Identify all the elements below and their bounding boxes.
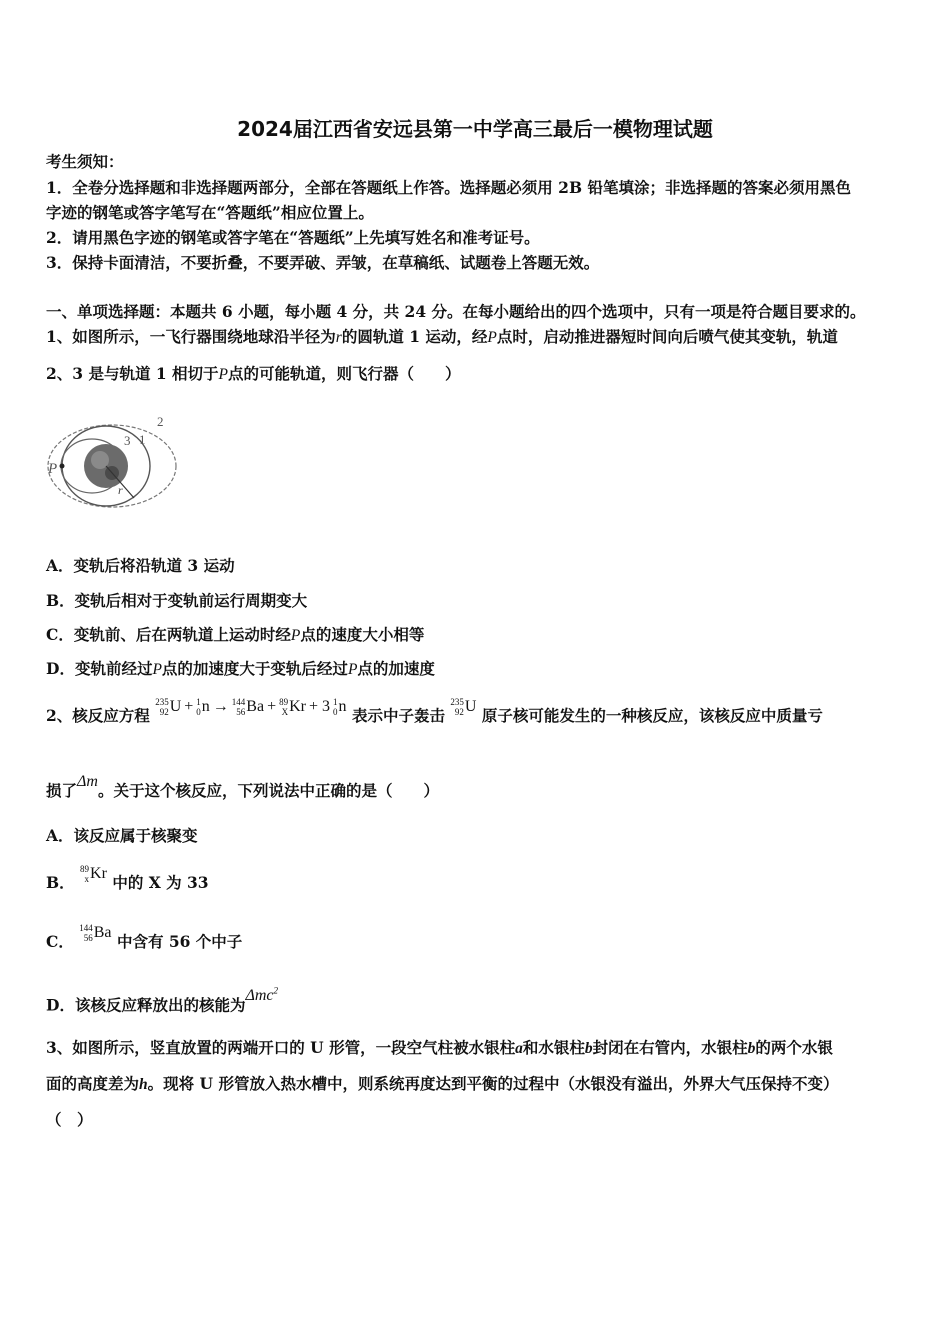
q1-text: 的圆轨道 1 运动，经 xyxy=(341,327,488,346)
q1-stem-line-2 xyxy=(46,364,461,385)
nuclide-ba144: 144 56 Ba xyxy=(231,697,265,717)
q2-option-b-label: B． xyxy=(46,873,75,892)
var-p: P xyxy=(218,366,229,383)
section-heading: 一、单项选择题：本题共 6 小题，每小题 4 分，共 24 分。在每小题给出的四个选项中，只有一项是符合题目要求的。 xyxy=(46,302,866,321)
var-b: b xyxy=(747,1040,756,1057)
label-p: P xyxy=(48,461,58,477)
notice-item-3: 3．保持卡面清洁，不要折叠，不要弄破、弄皱，在草稿纸、试题卷上答题无效。 xyxy=(46,253,600,272)
var-p: P xyxy=(347,661,358,678)
q2-text: 表示中子轰击 xyxy=(351,706,445,725)
energy-formula: Δmc$^2$ xyxy=(245,986,278,1005)
label-1: 1 xyxy=(139,432,146,447)
notice-item-1-line-1: 1．全卷分选择题和非选择题两部分，全部在答题纸上作答。选择题必须用 2B 铅笔填涂；非选择题的答案必须用黑色 xyxy=(46,178,851,197)
q2-option-b-text: 中的 X 为 33 xyxy=(112,873,209,892)
nuclide-neutron: 1 0 n xyxy=(196,697,210,717)
point-p xyxy=(60,464,65,469)
q3-text: 封闭在右管内，水银柱 xyxy=(592,1038,748,1057)
nuclide-kr89: 89 X Kr xyxy=(279,697,306,717)
q1-text: 点时，启动推进器短时间向后喷气使其变轨，轨道 xyxy=(496,327,838,346)
q2-text: 。关于这个核反应，下列说法中正确的是（ ） xyxy=(97,781,439,800)
q3-text: 3、如图所示，竖直放置的两端开口的 U 形管，一段空气柱被水银柱 xyxy=(46,1038,516,1057)
q1-option-c-text: 点的速度大小相等 xyxy=(300,625,425,644)
q2-option-d xyxy=(46,986,278,1016)
q2-stem-line-1 xyxy=(46,697,823,727)
label-2: 2 xyxy=(157,414,164,429)
nuclide-kr89: 89 x Kr xyxy=(80,864,107,884)
q2-text: 2、核反应方程 xyxy=(46,706,150,725)
nuclide-neutron: 1 0 n xyxy=(333,697,347,717)
var-a: a xyxy=(515,1040,523,1057)
q1-option-d-text: 点的加速度 xyxy=(357,659,435,678)
q2-option-c xyxy=(46,923,243,953)
q1-option-b: B．变轨后相对于变轨前运行周期变大 xyxy=(46,591,308,610)
q2-option-b xyxy=(46,864,209,894)
q3-text: 的两个水银 xyxy=(755,1038,833,1057)
notice-item-2: 2．请用黑色字迹的钢笔或答字笔在“答题纸”上先填写姓名和准考证号。 xyxy=(46,228,540,247)
q2-option-d-text: D．该核反应释放出的核能为 xyxy=(46,995,246,1015)
delta-m: Δm xyxy=(77,773,98,790)
q1-stem-line-1 xyxy=(46,327,838,348)
q1-option-d xyxy=(46,659,435,680)
q1-text: 1、如图所示，一飞行器围绕地球沿半径为 xyxy=(46,327,336,346)
page-title: 2024届江西省安远县第一中学高三最后一模物理试题 xyxy=(237,117,713,141)
q1-option-c-text: C．变轨前、后在两轨道上运动时经 xyxy=(46,625,291,644)
nuclide-u235: 235 92 U xyxy=(155,697,182,717)
var-b: b xyxy=(584,1040,593,1057)
var-h: h xyxy=(139,1076,148,1093)
q3-text: 和水银柱 xyxy=(522,1038,585,1057)
reaction-equation: 235 92 U + 1 0 n → 144 56 Ba + 89 X Kr + 3 1 0 n xyxy=(155,697,347,717)
nuclide-u235: 235 92 U xyxy=(450,697,477,717)
q2-option-c-label: C． xyxy=(46,932,74,951)
q1-option-d-text: D．变轨前经过 xyxy=(46,659,153,678)
label-r: r xyxy=(118,483,123,497)
label-3: 3 xyxy=(124,433,131,448)
q2-option-a: A．该反应属于核聚变 xyxy=(46,826,198,845)
orbit-figure xyxy=(46,410,186,530)
q3-text: 面的高度差为 xyxy=(46,1074,140,1093)
nuclide-ba144: 144 56 Ba xyxy=(79,923,112,943)
q1-option-d-text: 点的加速度大于变轨后经过 xyxy=(161,659,348,678)
q2-text: 损了 xyxy=(46,781,78,800)
var-p: P xyxy=(290,627,301,644)
var-p: P xyxy=(152,661,162,678)
q2-text: 原子核可能发生的一种核反应，该核反应中质量亏 xyxy=(481,706,823,725)
q2-stem-line-2 xyxy=(46,773,439,802)
q1-option-a: A．变轨后将沿轨道 3 运动 xyxy=(46,556,235,575)
q2-option-c-text: 中含有 56 个中子 xyxy=(116,932,243,951)
q1-text: 点的可能轨道，则飞行器（ ） xyxy=(228,364,461,383)
notice-heading: 考生须知： xyxy=(46,152,124,171)
var-p: P xyxy=(487,329,497,346)
q1-option-c xyxy=(46,625,424,646)
notice-item-1-line-2: 字迹的钢笔或答字笔写在“答题纸”相应位置上。 xyxy=(46,203,374,222)
q3-text: 。现将 U 形管放入热水槽中，则系统再度达到平衡的过程中（水银没有溢出，外界大气压保持不变） xyxy=(147,1074,839,1093)
q1-text: 2、3 是与轨道 1 相切于 xyxy=(46,364,219,383)
q3-stem-line-1 xyxy=(46,1038,833,1059)
q3-stem-line-2 xyxy=(46,1074,838,1095)
q3-answer-blank: （ ） xyxy=(46,1110,93,1129)
var-r: r xyxy=(335,329,342,346)
